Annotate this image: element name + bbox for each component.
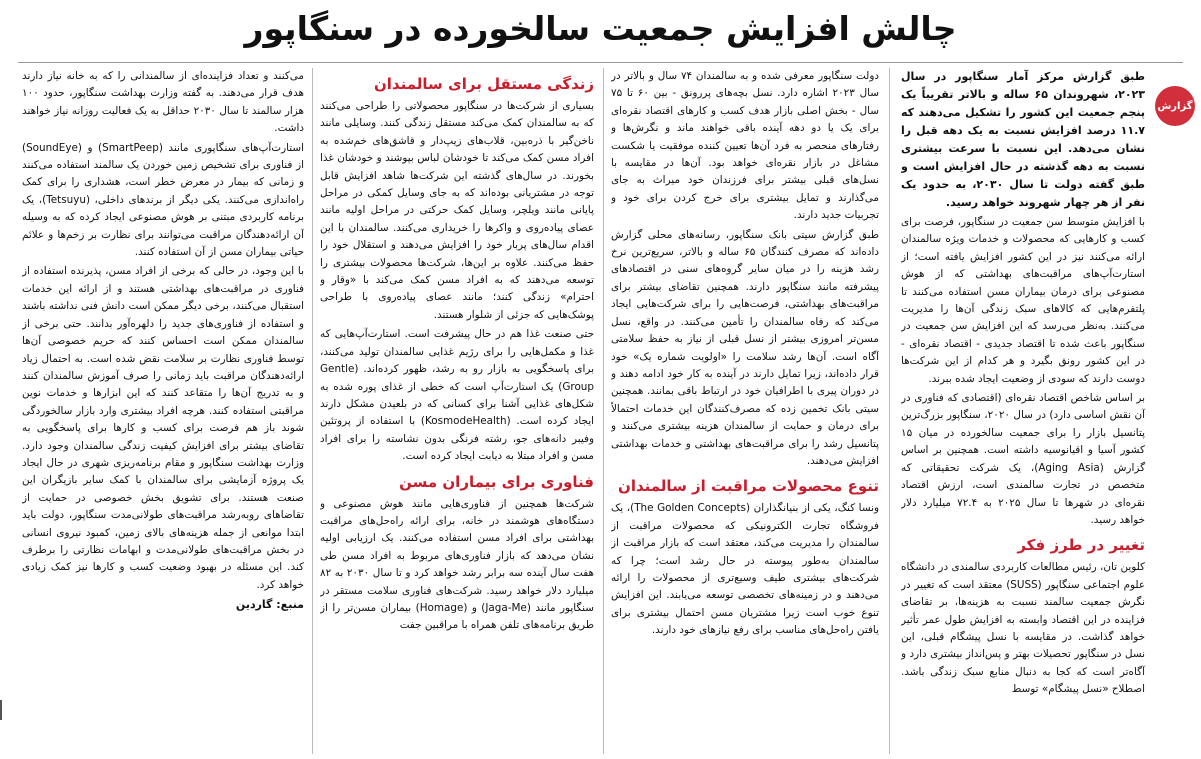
headline: چالش افزایش جمعیت سالخورده در سنگاپور	[244, 9, 957, 48]
body-paragraph: حتی صنعت غذا هم در حال پیشرفت است. استارت‌آپ‌هایی که غذا و مکمل‌هایی را برای رژیم غذایی سالمندان تولید می‌کنند، برای پاسخگویی به بازار رو به رشد، ظهور کرده‌اند. (Gentle Group) یک استارت‌آپ است که خطی از غذای پوره شده به شکل‌های غذایی آشنا برای کسانی که در بلعیدن مشکل دارند ایجاد کرده است. (KosmodeHealth) با استفاده از پروتئین وفیبر دانه‌های جو، رشته فرنگی بدون نشاسته را برای افراد مسن و افراد مبتلا به دیابت ایجاد کرده است.	[320, 328, 594, 463]
body-paragraph: می‌کنند و تعداد فزاینده‌ای از سالمندانی را که به خانه نیاز دارند هدف قرار می‌دهند. به گفته وزارت بهداشت سنگاپور، حدود ۱۰۰ هزار سالمند تا سال ۲۰۳۰ حداقل به یک فعالیت روزانه نیاز خواهند داشت.	[22, 70, 304, 135]
section-heading: تنوع محصولات مراقبت از سالمندان	[618, 477, 879, 496]
column-divider	[603, 68, 604, 754]
report-badge: گزارش	[1155, 86, 1195, 126]
body-paragraph: دولت سنگاپور معرفی شده و به سالمندان ۷۴ سال و بالاتر در سال ۲۰۲۳ اشاره دارد. نسل بچه‌های پررونق - بین ۶۰ تا ۷۵ سال - بخش اصلی بازار هدف کسب و کارهای اقتصاد نقره‌ای برای یک یا دو دهه آینده باقی خواهند ماند و نگرش‌ها و رفتارهای منحصر به فرد آن‌ها تعیین کننده موفقیت یا شکست مشاغل در بازار نقره‌ای خواهد بود. آن‌ها در مقایسه با نسل‌های قبلی بیشتر برای فرزندان خود میراث به جای می‌گذارند و تمایل بیشتری برای خرج کردن برای خود و تجربیات جدید دارند.	[611, 70, 879, 222]
body-paragraph: با این وجود، در حالی که برخی از افراد مسن، پذیرنده استفاده از فناوری در مراقبت‌های بهداشتی هستند و از ارائه این خدمات استقبال می‌کنند، برخی دیگر ممکن است دانش فنی نداشته باشند و استفاده از فناوری‌های جدید را دلهره‌آور بدانند. حتی برخی از سالمندان ممکن است احساس کنند که حریم خصوصی آن‌ها توسط فناوری نظارت بر سلامت نقض شده است. به احتمال زیاد ارائه‌دهندگان مراقبت باید زمانی را صرف آموزش سالمندان کنند و به تدریج آن‌ها را متقاعد کنند که این ابزارها و خدمات نوین مراقبتی استفاده کنند. هرچه افراد بیشتری وارد بازار سالخوردگی شوند باز هم فرصت برای کسب و کارها برای پاسخگویی به تقاضای بیشتر برای افزایش کیفیت زندگی سالمندان وجود دارد. وزارت بهداشت سنگاپور و مقام برنامه‌ریزی شهری در حال ایجاد یک پروژه آزمایشی برای سالمندان با کمک سایر بازیگران این صنعت هستند. برای تشویق بخش خصوصی در حمایت از تقاضاهای روبه‌رشد مراقبت‌های طولانی‌مدت سنگاپور، دولت باید ابتدا موانعی از جمله هزینه‌های بالای زمین، کمبود نیروی انسانی در بخش مراقبت‌های طولانی‌مدت و ابهامات نظارتی را برطرف کند. این مسئله در بهبود وضعیت کسب و کارها نیز کمک زیادی خواهد کرد.	[22, 265, 304, 591]
column-divider	[312, 68, 313, 754]
lead-paragraph: طبق گزارش مرکز آمار سنگاپور در سال ۲۰۲۳، شهروندان ۶۵ ساله و بالاتر تقریباً یک پنجم جمعیت این کشور را تشکیل می‌دهند که ۱۱.۷ درصد افزایش نسبت به یک دهه قبل را نشان می‌دهد. این نسبت با سرعت بیشتری نسبت به دهه گذشته در حال افزایش است و طبق گفته دولت تا سال ۲۰۳۰، به حدود یک نفر از هر چهار شهروند خواهد رسید.	[901, 70, 1145, 209]
headline-rule	[18, 62, 1183, 63]
body-paragraph: با افزایش متوسط سن جمعیت در سنگاپور، فرصت برای کسب و کارهایی که محصولات و خدمات ویژه سالمندان ارائه می‌کنند نیز در این کشور افزایش یافته است؛ از استارت‌آپ‌های مراقبت‌های بهداشتی که از هوش مصنوعی برای درمان بیماران مسن استفاده می‌کنند تا پلتفرم‌هایی که کالاهای سبک زندگی آن‌ها را مدیریت می‌کنند. به‌نظر می‌رسد که این افزایش سن جمعیت در سنگاپور باعث شده تا اقتصاد جدیدی - اقتصاد نقره‌ای - در این کشور رونق بگیرد و هر کدام از این شرکت‌ها دوست دارند که سودی از وضعیت ایجاد شده ببرند.	[901, 216, 1145, 385]
body-paragraph: کلوین تان، رئیس مطالعات کاربردی سالمندی در دانشگاه علوم اجتماعی سنگاپور (SUSS) معتقد است که تغییر در نگرش جمعیت سالمند نسبت به هزینه‌ها، بر تقاضای فزاینده در این اقتصاد وابسته به افزایش طول عمر تأثیر خواهد گذاشت. در مقایسه با نسل پیشگام قبلی، این نسل در سنگاپور تحصیلات بهتر و پس‌انداز بیشتری دارد و آگاه‌تر است که کجا به دنبال منابع سبک زندگی باشد. اصطلاح «نسل پیشگام» توسط	[901, 561, 1146, 696]
section-heading: زندگی مستقل برای سالمندان	[373, 75, 594, 93]
section-heading: تغییر در طرز فکر	[1017, 536, 1145, 555]
column-3	[320, 68, 594, 754]
body-paragraph: طبق گزارش سیتی بانک سنگاپور، رسانه‌های محلی گزارش داده‌اند که مصرف کنندگان ۶۵ ساله و بالاتر، سریع‌ترین نرخ رشد هزینه را در میان سایر گروه‌های سنی در اقتصادهای پیشرفته مانند سنگاپور دارند. همچنین تقاضای بیشتر برای مراقبت‌های بهداشتی، فرصت‌هایی را برای شرکت‌هایی ایجاد می‌کند که رفاه سالمندان را تأمین می‌کنند. در واقع، نسل مسن‌تر امروزی بیشتر از نسل قبلی از نیاز به حفظ سلامتی آگاه است. آن‌ها رشد سلامت را «اولویت شماره یک» خود قرار داده‌اند، زیرا تمایل دارند در آینده به کار خود ادامه دهند و در دوران پیری با اطرافیان خود در ارتباط باقی بمانند. همچنین سیتی بانک تخمین زده که مصرف‌کنندگان این خدمات احتمالاً برای درمان و حمایت از سالمندان هزینه بیشتری می‌کنند و پتانسیل رشد را برای مراقبت‌های بهداشتی و خدمات بهداشتی افزایش می‌دهند.	[611, 228, 879, 467]
column-1	[901, 68, 1193, 754]
column-divider	[889, 68, 890, 754]
column-4	[22, 68, 304, 754]
body-paragraph: بر اساس شاخص اقتصاد نقره‌ای (اقتصادی که فناوری در آن نقش اساسی دارد) در سال ۲۰۲۰، سنگاپور بزرگ‌ترین پتانسیل بازار را برای جمعیت سالخورده در میان ۱۵ کشور آسیا و اقیانوسیه داشته است. همچنین بر اساس گزارش (Aging Asia)، یک شرکت تحقیقاتی که متخصص در تجارت سالمندی است، ارزش اقتصاد نقره‌ای در شهرها تا سال ۲۰۲۵ به ۷۲.۴ میلیارد دلار خواهد رسید.	[901, 392, 1146, 526]
page-edge-mark	[0, 700, 8, 720]
body-paragraph: شرکت‌ها همچنین از فناوری‌هایی مانند هوش مصنوعی و دستگاه‌های هوشمند در خانه، برای ارائه راه‌حل‌های مراقبت بهداشتی برای افراد مسن استفاده می‌کنند. یک ارزیابی اولیه نشان می‌دهد که بازار فناوری‌های مربوط به افراد مسن طی هفت سال آینده سه برابر رشد خواهد کرد و تا سال ۲۰۳۰ به ۸۲ میلیارد دلار خواهد رسید. شرکت‌های فناوری سلامت مستقر در سنگاپور مانند (Jaga-Me) و (Homage) بیماران مسن‌تر را از طریق برنامه‌های تلفن همراه با مراقبین جفت	[320, 497, 594, 632]
body-paragraph: ونسا کنگ، یکی از بنیانگذاران (The Golden Concepts)، یک فروشگاه تجارت الکترونیکی که محصولات مراقبت از سالمندان را مدیریت می‌کند، معتقد است که بازار مراقبت از سالمندان به‌طور پیوسته در حال رشد است؛ چرا که شرکت‌های بیشتری طیف وسیع‌تری از محصولات را ارائه می‌دهند و در زمینه‌های تخصصی توسعه می‌یابند. این افزایش تنوع خوب است زیرا مشتریان مسن احتمال بیشتری برای یافتن راه‌حل‌های مناسب برای رفع نیازهای خود دارند.	[611, 502, 879, 637]
body-paragraph: بسیاری از شرکت‌ها در سنگاپور محصولاتی را طراحی می‌کنند که به سالمندان کمک می‌کند مستقل زندگی کنند. وسایلی مانند ناخن‌گیر با ذره‌بین، قلاب‌های زیپ‌دار و قاشق‌های خم‌شده به افراد مسن کمک می‌کند تا خودشان لباس بپوشند و خودشان غذا بخورند. در سال‌های گذشته این شرکت‌ها شاهد افزایش قابل توجه در مشتریانی بوده‌اند که به جای وسایل کمکی در مراحل پایانی مانند ویلچر، وسایل کمک حرکتی در مراحل اولیه مانند عصای پیاده‌روی و واکرها را خریداری می‌کنند. سالمندان با این اقدام سال‌های پربار خود را افزایش می‌دهند و استقلال خود را حفظ می‌کنند. علاوه بر این‌ها، شرکت‌ها محصولات بیشتری را توسعه می‌دهند که به افراد مسن کمک می‌کند با «وقار و احترام» زندگی کنند؛ مانند عصای پیاده‌روی با طراحی پوشک‌هایی که جزئی از شلوار هستند.	[320, 100, 594, 321]
section-heading: فناوری برای بیماران مسن	[399, 472, 594, 491]
column-2	[611, 68, 879, 754]
body-paragraph: استارت‌آپ‌های سنگاپوری مانند (SmartPeep) و (SoundEye) از فناوری برای تشخیص زمین خوردن یک سالمند استفاده می‌کنند و زمانی که بیمار در معرض خطر است، هشداری را برای کمک راه‌اندازی می‌کنند. یکی دیگر از برندهای داخلی، (Tetsuyu)، یک برنامه کاربردی مبتنی بر هوش مصنوعی ایجاد کرده که به وسیله آن ارائه‌دهندگان مراقبت می‌توانند برای نظارت بر زخم‌ها و علائم حیاتی بیماران مسن از آن استفاده کنند.	[22, 141, 304, 259]
source-credit: منبع: گاردین	[235, 598, 304, 612]
